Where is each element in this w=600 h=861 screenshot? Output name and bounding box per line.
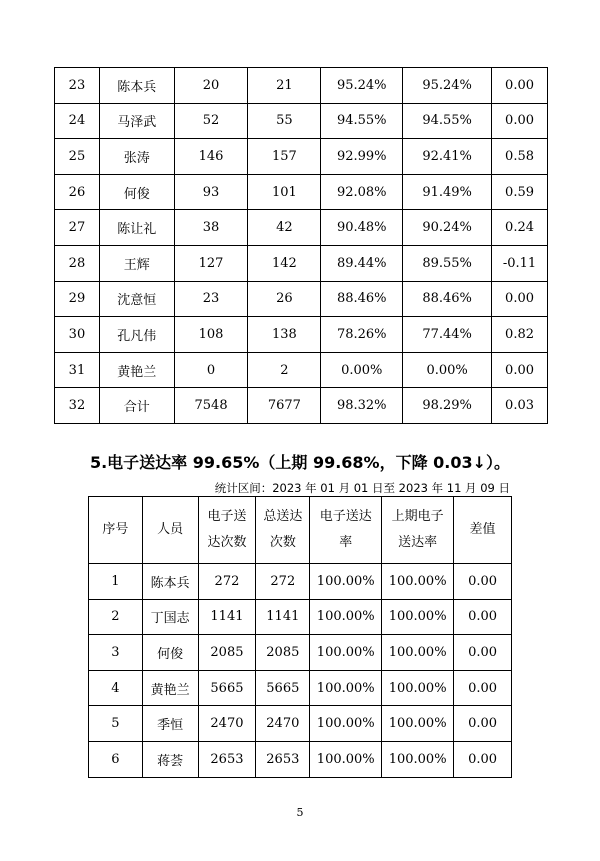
table-cell: 100.00% — [310, 741, 382, 777]
table-header-cell — [382, 497, 454, 564]
table-row — [55, 174, 548, 210]
table-cell: 100.00% — [310, 599, 382, 635]
table-row — [89, 706, 512, 742]
table-cell: 5665 — [198, 670, 256, 706]
table-header-cell — [310, 497, 382, 564]
table-cell: 2653 — [256, 741, 310, 777]
table-cell: 29 — [55, 281, 100, 317]
table-cell: 0.00 — [492, 103, 548, 139]
table-cell: 272 — [198, 564, 256, 600]
table-cell: 陈本兵 — [99, 68, 174, 104]
table-cell: 2470 — [198, 706, 256, 742]
section-title: 5.电子送达率 99.65%（上期 99.68%，下降 0.03↓）。 — [89, 453, 511, 472]
table-header-cell — [89, 497, 143, 564]
table-row — [55, 281, 548, 317]
table-cell: 2085 — [198, 635, 256, 671]
table-cell: 108 — [174, 317, 248, 353]
header-line: 送达率 — [398, 535, 438, 550]
table-cell: 20 — [174, 68, 248, 104]
table-cell: 94.55% — [321, 103, 403, 139]
table-cell: 0 — [174, 352, 248, 388]
table-cell: 90.24% — [403, 210, 492, 246]
table-electronic-delivery — [88, 496, 512, 778]
table-cell: 7548 — [174, 388, 248, 424]
table-cell: 张涛 — [99, 139, 174, 175]
table-cell: 92.41% — [403, 139, 492, 175]
table-cell: 21 — [248, 68, 321, 104]
table-cell: 2653 — [198, 741, 256, 777]
table-cell: 91.49% — [403, 174, 492, 210]
table-cell: 94.55% — [403, 103, 492, 139]
table-cell: 78.26% — [321, 317, 403, 353]
table-cell: 4 — [89, 670, 143, 706]
table-cell: 7677 — [248, 388, 321, 424]
table-cell: 丁国志 — [142, 599, 198, 635]
table-cell: 0.00 — [492, 68, 548, 104]
table-cell: 101 — [248, 174, 321, 210]
header-line: 达次数 — [207, 535, 247, 550]
table-cell: 0.00 — [454, 670, 512, 706]
table-cell: 77.44% — [403, 317, 492, 353]
table-cell: 100.00% — [310, 564, 382, 600]
header-line: 差值 — [469, 522, 496, 537]
table-cell: 142 — [248, 245, 321, 281]
table-cell: 2 — [248, 352, 321, 388]
table-cell: 26 — [248, 281, 321, 317]
header-line: 次数 — [269, 535, 296, 550]
table-row — [89, 635, 512, 671]
table-cell: 100.00% — [310, 635, 382, 671]
table-cell: 146 — [174, 139, 248, 175]
table-cell: 2085 — [256, 635, 310, 671]
table-cell: 38 — [174, 210, 248, 246]
table-row — [55, 103, 548, 139]
header-line: 率 — [339, 535, 353, 550]
table-cell: 0.82 — [492, 317, 548, 353]
table-cell: 陈让礼 — [99, 210, 174, 246]
table-cell: 42 — [248, 210, 321, 246]
table-cell: 272 — [256, 564, 310, 600]
table-cell: 100.00% — [310, 706, 382, 742]
table-cell: 88.46% — [321, 281, 403, 317]
table-row — [55, 68, 548, 104]
header-line: 上期电子 — [391, 509, 444, 524]
header-line: 序号 — [102, 522, 129, 537]
table-cell: 1 — [89, 564, 143, 600]
table-cell: 95.24% — [403, 68, 492, 104]
table-cell: 88.46% — [403, 281, 492, 317]
table-cell: 孔凡伟 — [99, 317, 174, 353]
table-cell: 0.00% — [321, 352, 403, 388]
table-cell: 100.00% — [382, 706, 454, 742]
table-cell: 0.00 — [454, 741, 512, 777]
table-row — [55, 317, 548, 353]
table-cell: 23 — [55, 68, 100, 104]
table-cell: 157 — [248, 139, 321, 175]
table-cell: 27 — [55, 210, 100, 246]
table-cell: 季恒 — [142, 706, 198, 742]
table-cell: 0.00% — [403, 352, 492, 388]
table-cell: 93 — [174, 174, 248, 210]
table-header-cell — [198, 497, 256, 564]
table-row — [89, 599, 512, 635]
table-cell: 1141 — [198, 599, 256, 635]
table-cell: 26 — [55, 174, 100, 210]
table-ranking-continued — [54, 67, 548, 424]
table-cell: 52 — [174, 103, 248, 139]
table-cell: 89.55% — [403, 245, 492, 281]
table-cell: 100.00% — [382, 599, 454, 635]
table-row — [55, 388, 548, 424]
table-cell: 6 — [89, 741, 143, 777]
table-cell: 100.00% — [382, 741, 454, 777]
header-line: 电子送达 — [319, 509, 372, 524]
table-cell: 2 — [89, 599, 143, 635]
table-cell: 沈意恒 — [99, 281, 174, 317]
table-cell: 100.00% — [382, 670, 454, 706]
table-cell: 黄艳兰 — [142, 670, 198, 706]
table-row — [55, 210, 548, 246]
table-cell: 3 — [89, 635, 143, 671]
table-cell: 0.00 — [454, 706, 512, 742]
table-cell: 0.00 — [454, 599, 512, 635]
table-cell: 何俊 — [142, 635, 198, 671]
header-line: 人员 — [157, 522, 184, 537]
table-cell: 0.58 — [492, 139, 548, 175]
table-cell: 100.00% — [310, 670, 382, 706]
table-row — [55, 139, 548, 175]
table-cell: 5 — [89, 706, 143, 742]
table-cell: -0.11 — [492, 245, 548, 281]
table-cell: 138 — [248, 317, 321, 353]
table-cell: 89.44% — [321, 245, 403, 281]
table-header-cell — [256, 497, 310, 564]
table-row — [55, 245, 548, 281]
table-row — [89, 564, 512, 600]
table-cell: 王辉 — [99, 245, 174, 281]
table-cell: 24 — [55, 103, 100, 139]
table-cell: 0.00 — [492, 281, 548, 317]
table-cell: 98.32% — [321, 388, 403, 424]
table-cell: 100.00% — [382, 564, 454, 600]
table-cell: 0.00 — [454, 564, 512, 600]
table-cell: 30 — [55, 317, 100, 353]
table-cell: 陈本兵 — [142, 564, 198, 600]
table-cell: 92.08% — [321, 174, 403, 210]
statistics-period: 统计区间：2023 年 01 月 01 日至 2023 年 11 月 09 日 — [214, 481, 510, 495]
table-cell: 0.24 — [492, 210, 548, 246]
table-cell: 0.59 — [492, 174, 548, 210]
table-cell: 1141 — [256, 599, 310, 635]
table-row — [55, 352, 548, 388]
table-cell: 90.48% — [321, 210, 403, 246]
table-cell: 0.03 — [492, 388, 548, 424]
table-row — [89, 741, 512, 777]
table-cell: 合计 — [99, 388, 174, 424]
table-cell: 31 — [55, 352, 100, 388]
table-header-row — [89, 497, 512, 564]
table-cell: 2470 — [256, 706, 310, 742]
table-cell: 5665 — [256, 670, 310, 706]
table-cell: 32 — [55, 388, 100, 424]
table-cell: 92.99% — [321, 139, 403, 175]
table-cell: 蒋荟 — [142, 741, 198, 777]
table-cell: 23 — [174, 281, 248, 317]
table-header-cell — [142, 497, 198, 564]
header-line: 电子送 — [207, 509, 247, 524]
table-cell: 95.24% — [321, 68, 403, 104]
table-header-cell — [454, 497, 512, 564]
table-cell: 98.29% — [403, 388, 492, 424]
table-cell: 127 — [174, 245, 248, 281]
table-row — [89, 670, 512, 706]
table-cell: 马泽武 — [99, 103, 174, 139]
page-number: 5 — [296, 806, 304, 819]
table-cell: 黄艳兰 — [99, 352, 174, 388]
table-cell: 0.00 — [454, 635, 512, 671]
table-cell: 0.00 — [492, 352, 548, 388]
header-line: 总送达 — [263, 509, 303, 524]
table-cell: 100.00% — [382, 635, 454, 671]
table-cell: 55 — [248, 103, 321, 139]
table-cell: 28 — [55, 245, 100, 281]
table-cell: 何俊 — [99, 174, 174, 210]
table-cell: 25 — [55, 139, 100, 175]
